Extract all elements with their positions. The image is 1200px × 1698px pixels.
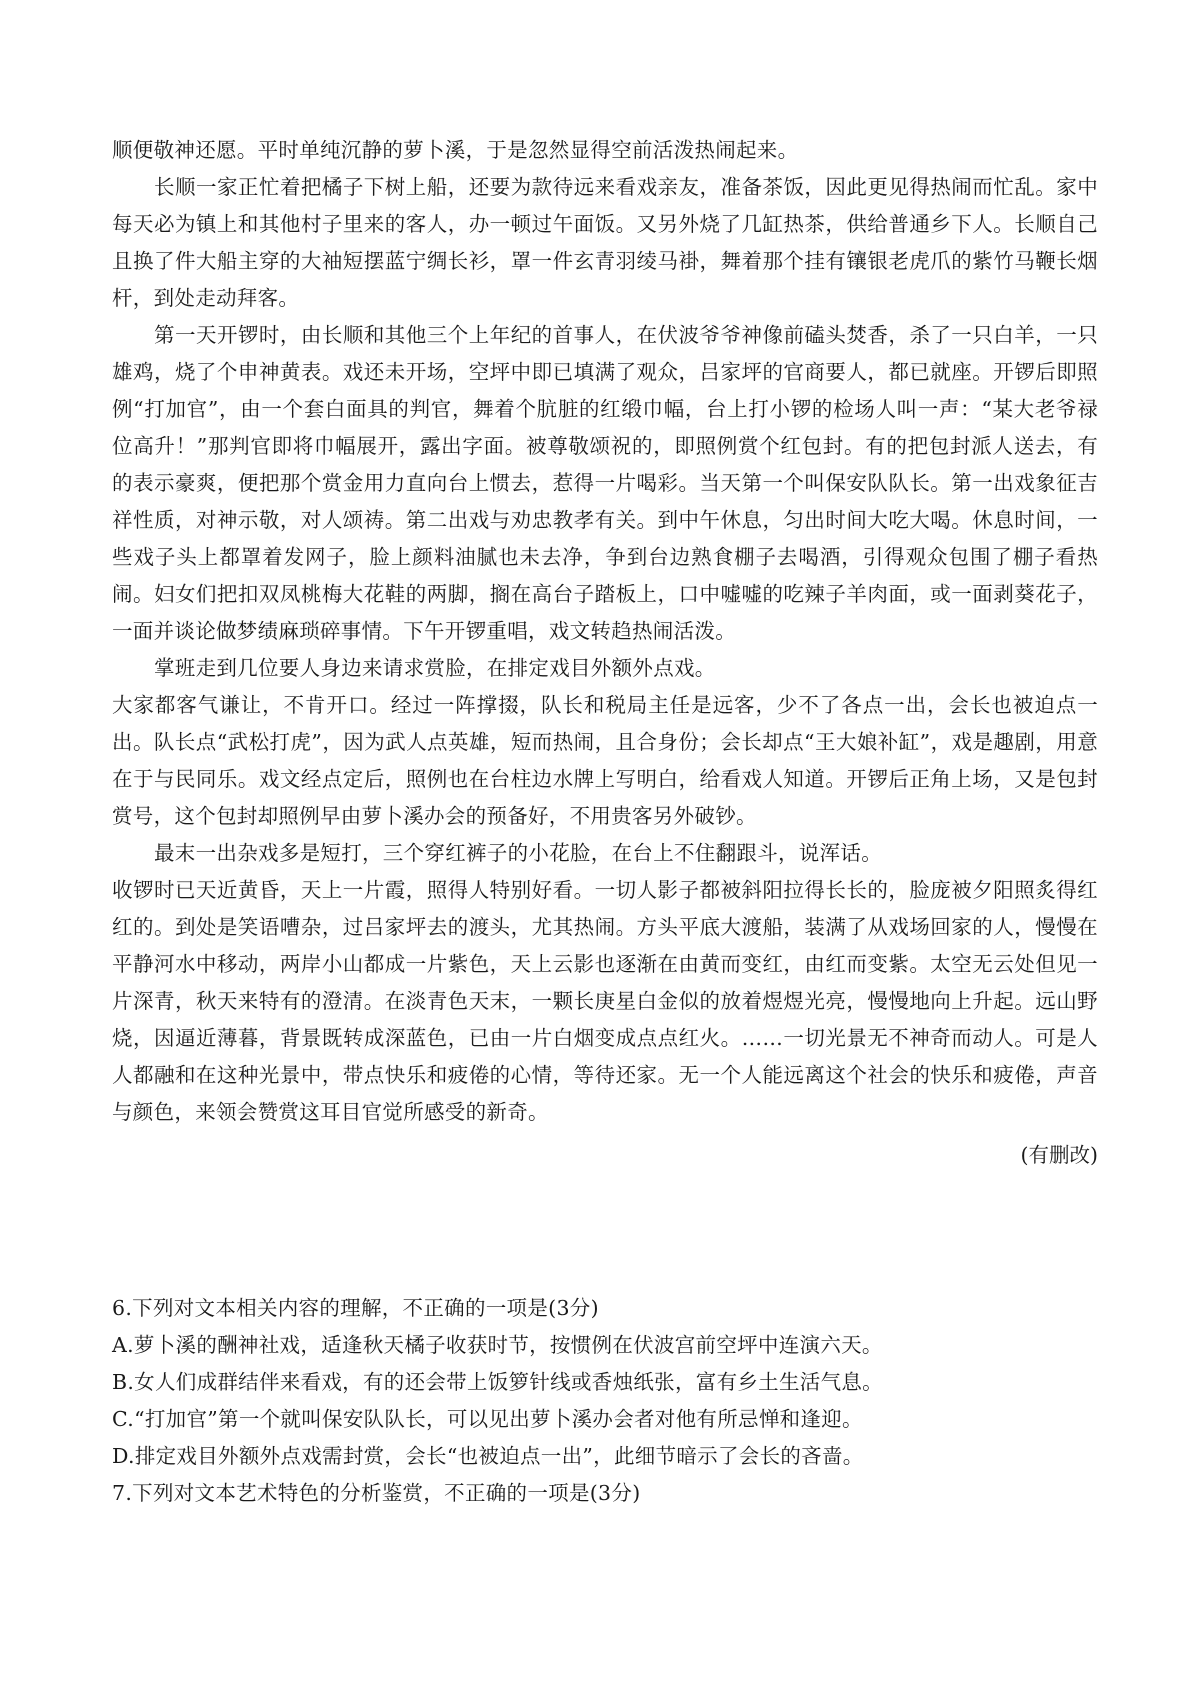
- answer-option: C.“打加官”第一个就叫保安队队长，可以见出萝卜溪办会者对他有所忌惮和逢迎。: [112, 1407, 863, 1431]
- passage-paragraph: 收锣时已天近黄昏，天上一片霞，照得人特别好看。一切人影子都被斜阳拉得长长的，脸庞被夕阳照炙得红红的。到处是笑语嘈杂，过吕家坪去的渡头，尤其热闹。方头平底大渡船，装满了从戏场回家的人，慢慢在平静河水中移动，两岸小山都成一片紫色，天上云影也逐渐在由黄而变红，由红而变紫。太空无云处但见一片深青，秋天来特有的澄清。在淡青色天末，一颗长庚星白金似的放着煜煜光亮，慢慢地向上升起。远山野烧，因逼近薄暮，背景既转成深蓝色，已由一片白烟变成点点红火。……一切光景无不神奇而动人。可是人人都融和在这种光景中，带点快乐和疲倦的心情，等待还家。无一个人能远离这个社会的快乐和疲倦，声音与颜色，来领会赞赏这耳目官觉所感受的新奇。: [112, 878, 1098, 1124]
- passage-paragraph: 大家都客气谦让，不肯开口。经过一阵撑掇，队长和税局主任是远客，少不了各点一出，会长也被迫点一出。队长点“武松打虎”，因为武人点英雄，短而热闹，且合身份；会长却点“王大娘补缸”，戏是趣剧，用意在于与民同乐。戏文经点定后，照例也在台柱边水牌上写明白，给看戏人知道。开锣后正角上场，又是包封赏号，这个包封却照例早由萝卜溪办会的预备好，不用贵客另外破钞。: [112, 693, 1098, 828]
- passage-paragraph: 掌班走到几位要人身边来请求赏脸，在排定戏目外额外点戏。: [154, 656, 716, 680]
- passage-paragraph: 顺便敬神还愿。平时单纯沉静的萝卜溪，于是忽然显得空前活泼热闹起来。: [112, 138, 799, 162]
- passage-paragraph: 第一天开锣时，由长顺和其他三个上年纪的首事人，在伏波爷爷神像前磕头焚香，杀了一只白羊，一只雄鸡，烧了个申神黄表。戏还未开场，空坪中即已填满了观众，吕家坪的官商要人，都已就座。开锣后即照例“打加官”，由一个套白面具的判官，舞着个肮脏的红缎巾幅，台上打小锣的检场人叫一声：“某大老爷禄位高升！”那判官即将巾幅展开，露出字面。被尊敬颂祝的，即照例赏个红包封。有的把包封派人送去，有的表示豪爽，便把那个赏金用力直向台上惯去，惹得一片喝彩。当天第一个叫保安队队长。第一出戏象征吉祥性质，对神示敬，对人颂祷。第二出戏与劝忠教孝有关。到中午休息，匀出时间大吃大喝。休息时间，一些戏子头上都罩着发网子，脸上颜料油腻也未去净，争到台边熟食棚子去喝酒，引得观众包围了棚子看热闹。妇女们把扣双凤桃梅大花鞋的两脚，搁在高台子踏板上，口中嘘嘘的吃辣子羊肉面，或一面剥葵花子，一面并谈论做梦绩麻琐碎事情。下午开锣重唱，戏文转趋热闹活泼。: [112, 323, 1098, 643]
- question-stem: 7.下列对文本艺术特色的分析鉴赏，不正确的一项是(3分): [112, 1481, 641, 1505]
- passage-paragraph: 长顺一家正忙着把橘子下树上船，还要为款待远来看戏亲友，准备茶饭，因此更见得热闹而忙乱。家中每天必为镇上和其他村子里来的客人，办一顿过午面饭。又另外烧了几缸热茶，供给普通乡下人。长顺自己且换了件大船主穿的大袖短摆蓝宁绸长衫，罩一件玄青羽绫马褂，舞着那个挂有镶银老虎爪的紫竹马鞭长烟杆，到处走动拜客。: [112, 175, 1098, 310]
- reading-passage: [112, 132, 1098, 1174]
- question-list: [112, 1290, 1098, 1512]
- passage-attribution: (有删改): [1020, 1143, 1098, 1167]
- passage-paragraph: 最末一出杂戏多是短打，三个穿红裤子的小花脸，在台上不住翻跟斗，说浑话。: [154, 841, 882, 865]
- answer-option: B.女人们成群结伴来看戏，有的还会带上饭箩针线或香烛纸张，富有乡土生活气息。: [112, 1370, 883, 1394]
- answer-option: A.萝卜溪的酬神社戏，适逢秋天橘子收获时节，按惯例在伏波宫前空坪中连演六天。: [112, 1333, 883, 1357]
- question-stem: 6.下列对文本相关内容的理解，不正确的一项是(3分): [112, 1296, 599, 1320]
- answer-option: D.排定戏目外额外点戏需封赏，会长“也被迫点一出”，此细节暗示了会长的吝啬。: [112, 1444, 864, 1468]
